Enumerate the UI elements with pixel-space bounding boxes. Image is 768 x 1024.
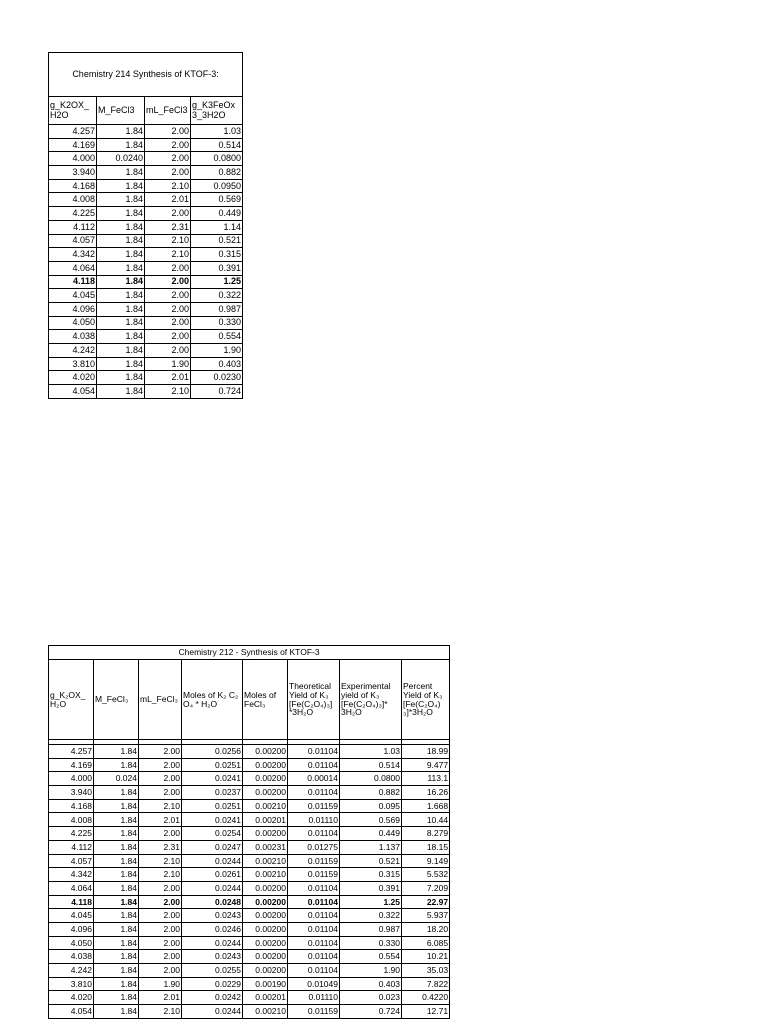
table-cell: 7.209: [402, 881, 450, 895]
table-cell: 0.01159: [288, 799, 340, 813]
table-cell: 0.00210: [243, 799, 288, 813]
table-cell: 0.0261: [182, 868, 243, 882]
table-cell: 0.521: [191, 234, 243, 248]
table-cell: 1.84: [94, 881, 139, 895]
table-cell: 0.095: [340, 799, 402, 813]
table-cell: 1.84: [94, 964, 139, 978]
table-cell: 0.00200: [243, 772, 288, 786]
table-cell: 0.514: [340, 758, 402, 772]
table-cell: 1.84: [97, 316, 145, 330]
table-cell: 0.00190: [243, 977, 288, 991]
table-row: [49, 344, 243, 358]
table-cell: 1.84: [97, 248, 145, 262]
table-cell: 0.724: [191, 385, 243, 399]
column-header: Moles of FeCl₃: [243, 660, 288, 740]
table-cell: 2.01: [145, 371, 191, 385]
table-row: [49, 152, 243, 166]
table-cell: 2.00: [145, 330, 191, 344]
table-cell: 7.822: [402, 977, 450, 991]
table-cell: 0.0251: [182, 758, 243, 772]
column-header: g_K2OX_ H2O: [49, 97, 97, 125]
table-cell: 1.84: [94, 991, 139, 1005]
table-cell: 5.532: [402, 868, 450, 882]
table-cell: 2.00: [145, 207, 191, 221]
table-cell: 2.01: [145, 193, 191, 207]
table-cell: 0.322: [340, 909, 402, 923]
table-cell: 2.00: [139, 922, 182, 936]
table-cell: 0.391: [340, 881, 402, 895]
table-row: [49, 799, 450, 813]
table-cell: 2.00: [139, 827, 182, 841]
table-cell: 0.391: [191, 261, 243, 275]
table-cell: 2.00: [145, 261, 191, 275]
table-cell: 1.84: [97, 344, 145, 358]
table-cell: 2.10: [145, 234, 191, 248]
table-cell: 0.00200: [243, 922, 288, 936]
table-cell: 2.00: [139, 909, 182, 923]
column-header: Theoretical Yield of K₃ [Fe(C₂O₄)₃] *3H₂O: [288, 660, 340, 740]
table-cell: 0.0800: [191, 152, 243, 166]
table-cell: 0.01104: [288, 936, 340, 950]
table-cell: 0.023: [340, 991, 402, 1005]
table-cell: 1.84: [94, 936, 139, 950]
table-cell: 1.84: [97, 220, 145, 234]
table-cell: 0.01159: [288, 854, 340, 868]
table-row: [49, 868, 450, 882]
table-cell: 2.00: [145, 344, 191, 358]
table-cell: 2.10: [145, 248, 191, 262]
table-cell: 2.00: [145, 302, 191, 316]
table-cell: 4.225: [49, 207, 97, 221]
table-cell: 2.10: [139, 1005, 182, 1019]
table-cell: 0.00200: [243, 936, 288, 950]
table-cell: 0.01104: [288, 758, 340, 772]
table-cell: 0.0246: [182, 922, 243, 936]
table-cell: 4.020: [49, 371, 97, 385]
table-cell: 0.00200: [243, 758, 288, 772]
table-cell: 0.00200: [243, 950, 288, 964]
table-cell: 0.01104: [288, 950, 340, 964]
table-cell: 1.03: [191, 125, 243, 139]
column-header: Percent Yield of K₃ [Fe(C₂O₄) ₃]*3H₂O: [402, 660, 450, 740]
table-cell: 0.0244: [182, 854, 243, 868]
table-cell: 4.000: [49, 772, 94, 786]
table-cell: 1.84: [94, 840, 139, 854]
table-cell: 0.01104: [288, 786, 340, 800]
table-cell: 0.01159: [288, 868, 340, 882]
table-cell: 4.045: [49, 909, 94, 923]
table-row: [49, 964, 450, 978]
table-cell: 22.97: [402, 895, 450, 909]
table-cell: 0.315: [340, 868, 402, 882]
table-row: [49, 772, 450, 786]
table-cell: 0.403: [191, 357, 243, 371]
table-cell: 1.90: [145, 357, 191, 371]
table-cell: 1.84: [94, 922, 139, 936]
table-cell: 0.0240: [97, 152, 145, 166]
table-cell: 1.84: [97, 357, 145, 371]
table-cell: 4.169: [49, 138, 97, 152]
table-cell: 3.940: [49, 166, 97, 180]
table-cell: 4.168: [49, 799, 94, 813]
table-row: [49, 922, 450, 936]
table-row: [49, 275, 243, 289]
table-cell: 12.71: [402, 1005, 450, 1019]
table-cell: 2.10: [145, 385, 191, 399]
table-row: [49, 357, 243, 371]
table-cell: 1.84: [94, 868, 139, 882]
table-cell: 1.84: [97, 385, 145, 399]
table-cell: 1.84: [97, 207, 145, 221]
table-cell: 0.0237: [182, 786, 243, 800]
table-cell: 4.054: [49, 385, 97, 399]
table-cell: 0.0229: [182, 977, 243, 991]
table-cell: 0.569: [191, 193, 243, 207]
table-title: Chemistry 212 - Synthesis of KTOF-3: [49, 646, 450, 660]
table-cell: 0.00201: [243, 991, 288, 1005]
table-cell: 1.84: [97, 125, 145, 139]
table-title: Chemistry 214 Synthesis of KTOF-3:: [49, 53, 243, 97]
table-cell: 16.26: [402, 786, 450, 800]
table-cell: 0.0244: [182, 881, 243, 895]
table-row: [49, 302, 243, 316]
table-cell: 0.01104: [288, 827, 340, 841]
table-cell: 0.449: [191, 207, 243, 221]
table-cell: 4.096: [49, 302, 97, 316]
table-cell: 0.882: [191, 166, 243, 180]
table-cell: 113.1: [402, 772, 450, 786]
table-row: [49, 950, 450, 964]
table-cell: 0.0256: [182, 745, 243, 759]
table-row: [49, 316, 243, 330]
table-cell: 4.242: [49, 344, 97, 358]
table-row: [49, 289, 243, 303]
table-cell: 18.15: [402, 840, 450, 854]
table-row: [49, 1005, 450, 1019]
table-cell: 1.84: [97, 138, 145, 152]
table-cell: 2.00: [139, 881, 182, 895]
table-cell: 8.279: [402, 827, 450, 841]
table-row: [49, 936, 450, 950]
table-cell: 0.403: [340, 977, 402, 991]
table-cell: 4.118: [49, 895, 94, 909]
table-cell: 3.810: [49, 357, 97, 371]
table-cell: 0.0255: [182, 964, 243, 978]
table-cell: 4.168: [49, 179, 97, 193]
table-cell: 0.0243: [182, 950, 243, 964]
table-row: [49, 193, 243, 207]
table-cell: 2.00: [139, 758, 182, 772]
table-cell: 0.00200: [243, 909, 288, 923]
table-cell: 1.84: [97, 193, 145, 207]
table-cell: 1.84: [97, 330, 145, 344]
table-cell: 4.054: [49, 1005, 94, 1019]
table-cell: 0.4220: [402, 991, 450, 1005]
table-cell: 1.90: [191, 344, 243, 358]
table-row: [49, 330, 243, 344]
table-row: [49, 138, 243, 152]
table-cell: 1.84: [94, 854, 139, 868]
table-cell: 4.057: [49, 234, 97, 248]
table-cell: 0.01110: [288, 991, 340, 1005]
table-cell: 0.521: [340, 854, 402, 868]
table-cell: 0.315: [191, 248, 243, 262]
table-row: [49, 827, 450, 841]
table-cell: 4.118: [49, 275, 97, 289]
table-row: [49, 813, 450, 827]
table-cell: 1.84: [94, 950, 139, 964]
table-cell: 0.0800: [340, 772, 402, 786]
table-cell: 0.01104: [288, 745, 340, 759]
column-header: g_K₂OX_ H₂O: [49, 660, 94, 740]
table-cell: 0.569: [340, 813, 402, 827]
table-cell: 3.810: [49, 977, 94, 991]
table-row: [49, 854, 450, 868]
table-cell: 1.25: [340, 895, 402, 909]
table-cell: 1.84: [97, 275, 145, 289]
table-cell: 1.84: [94, 909, 139, 923]
table-row: [49, 909, 450, 923]
table-cell: 4.342: [49, 248, 97, 262]
table-cell: 0.00210: [243, 868, 288, 882]
table-cell: 9.477: [402, 758, 450, 772]
table-cell: 1.84: [97, 302, 145, 316]
table-cell: 0.0248: [182, 895, 243, 909]
table-cell: 1.84: [94, 799, 139, 813]
table-cell: 18.99: [402, 745, 450, 759]
table-cell: 0.330: [340, 936, 402, 950]
table-row: [49, 371, 243, 385]
table-cell: 4.057: [49, 854, 94, 868]
synthesis-table-212: [48, 645, 450, 1019]
table-cell: 1.84: [94, 813, 139, 827]
table-row: [49, 125, 243, 139]
table-row: [49, 758, 450, 772]
table-cell: 0.01104: [288, 909, 340, 923]
table-cell: 1.90: [340, 964, 402, 978]
table-cell: 0.00210: [243, 1005, 288, 1019]
column-header: M_FeCl3: [97, 97, 145, 125]
table-cell: 0.0254: [182, 827, 243, 841]
table-cell: 1.84: [94, 786, 139, 800]
table-cell: 0.01104: [288, 964, 340, 978]
table-cell: 2.10: [139, 799, 182, 813]
table-cell: 5.937: [402, 909, 450, 923]
table-cell: 1.668: [402, 799, 450, 813]
table-cell: 0.724: [340, 1005, 402, 1019]
table-cell: 1.03: [340, 745, 402, 759]
table-cell: 0.0243: [182, 909, 243, 923]
table-cell: 4.064: [49, 881, 94, 895]
table-cell: 4.225: [49, 827, 94, 841]
table-cell: 4.020: [49, 991, 94, 1005]
table-cell: 2.00: [145, 138, 191, 152]
table-cell: 0.01159: [288, 1005, 340, 1019]
table-cell: 1.84: [97, 289, 145, 303]
table-cell: 0.322: [191, 289, 243, 303]
table-cell: 2.00: [145, 316, 191, 330]
synthesis-table-214: [48, 52, 243, 399]
table-cell: 2.10: [139, 868, 182, 882]
table-row: [49, 220, 243, 234]
table-cell: 0.00200: [243, 881, 288, 895]
table-cell: 4.112: [49, 220, 97, 234]
table-cell: 1.84: [94, 895, 139, 909]
table-cell: 4.169: [49, 758, 94, 772]
table-cell: 0.882: [340, 786, 402, 800]
table-cell: 0.0242: [182, 991, 243, 1005]
table-cell: 4.008: [49, 813, 94, 827]
table-cell: 2.00: [145, 289, 191, 303]
column-header: Experimental yield of K₃ [Fe(C₂O₄)₃]* 3H₂O: [340, 660, 402, 740]
table-cell: 1.137: [340, 840, 402, 854]
table-cell: 2.00: [145, 166, 191, 180]
table-cell: 4.038: [49, 950, 94, 964]
table-cell: 18.20: [402, 922, 450, 936]
table-cell: 1.84: [94, 758, 139, 772]
table-cell: 0.0230: [191, 371, 243, 385]
table-cell: 0.024: [94, 772, 139, 786]
table-cell: 1.84: [97, 234, 145, 248]
table-cell: 0.01275: [288, 840, 340, 854]
table-cell: 0.00200: [243, 895, 288, 909]
table-cell: 2.00: [139, 895, 182, 909]
table-cell: 4.000: [49, 152, 97, 166]
table-cell: 1.84: [97, 179, 145, 193]
table-cell: 0.00200: [243, 745, 288, 759]
table-cell: 1.90: [139, 977, 182, 991]
table-cell: 3.940: [49, 786, 94, 800]
table-row: [49, 786, 450, 800]
table-cell: 0.01104: [288, 895, 340, 909]
table-cell: 0.0247: [182, 840, 243, 854]
table-cell: 0.554: [191, 330, 243, 344]
table-cell: 4.242: [49, 964, 94, 978]
table-cell: 0.0241: [182, 772, 243, 786]
table-cell: 0.987: [340, 922, 402, 936]
table-cell: 1.84: [97, 371, 145, 385]
table-cell: 0.00200: [243, 786, 288, 800]
table-cell: 0.449: [340, 827, 402, 841]
table-cell: 10.44: [402, 813, 450, 827]
column-header: mL_FeCl₃: [139, 660, 182, 740]
table-row: [49, 166, 243, 180]
table-cell: 2.00: [139, 745, 182, 759]
table-cell: 4.342: [49, 868, 94, 882]
table-cell: 4.008: [49, 193, 97, 207]
table-cell: 0.987: [191, 302, 243, 316]
table-cell: 4.064: [49, 261, 97, 275]
table-cell: 4.257: [49, 745, 94, 759]
table-row: [49, 234, 243, 248]
table-cell: 1.84: [97, 166, 145, 180]
table-cell: 0.330: [191, 316, 243, 330]
table-cell: 2.00: [145, 125, 191, 139]
table-cell: 2.00: [139, 936, 182, 950]
table-row: [49, 895, 450, 909]
table-cell: 9.149: [402, 854, 450, 868]
table-cell: 0.00200: [243, 964, 288, 978]
table-cell: 0.00014: [288, 772, 340, 786]
table-cell: 0.00210: [243, 854, 288, 868]
table-cell: 4.096: [49, 922, 94, 936]
table-cell: 4.038: [49, 330, 97, 344]
table-cell: 1.84: [94, 827, 139, 841]
table-cell: 2.00: [139, 772, 182, 786]
column-header: g_K3FeOx 3_3H2O: [191, 97, 243, 125]
table-cell: 0.0244: [182, 1005, 243, 1019]
table-cell: 2.00: [139, 786, 182, 800]
table-cell: 4.257: [49, 125, 97, 139]
table-cell: 2.31: [145, 220, 191, 234]
column-header: Moles of K₂ C₂ O₄ * H₂O: [182, 660, 243, 740]
table-cell: 2.10: [145, 179, 191, 193]
table-cell: 0.0251: [182, 799, 243, 813]
table-cell: 4.112: [49, 840, 94, 854]
table-cell: 4.050: [49, 316, 97, 330]
table-cell: 6.085: [402, 936, 450, 950]
table-row: [49, 977, 450, 991]
table-cell: 35.03: [402, 964, 450, 978]
table-cell: 0.514: [191, 138, 243, 152]
table-cell: 0.0241: [182, 813, 243, 827]
table-cell: 2.01: [139, 991, 182, 1005]
table-cell: 2.00: [145, 152, 191, 166]
table-cell: 2.10: [139, 854, 182, 868]
column-header: mL_FeCl3: [145, 97, 191, 125]
table-cell: 2.00: [139, 964, 182, 978]
table-cell: 0.01104: [288, 922, 340, 936]
table-cell: 0.01110: [288, 813, 340, 827]
table-row: [49, 840, 450, 854]
table-cell: 10.21: [402, 950, 450, 964]
table-cell: 1.14: [191, 220, 243, 234]
column-header: M_FeCl₃: [94, 660, 139, 740]
table-cell: 0.01104: [288, 881, 340, 895]
table-cell: 1.84: [97, 261, 145, 275]
table-cell: 1.84: [94, 745, 139, 759]
table-cell: 2.01: [139, 813, 182, 827]
table-cell: 0.554: [340, 950, 402, 964]
table-cell: 2.00: [145, 275, 191, 289]
table-cell: 1.84: [94, 1005, 139, 1019]
table-row: [49, 881, 450, 895]
table-cell: 4.045: [49, 289, 97, 303]
table-cell: 2.31: [139, 840, 182, 854]
table-row: [49, 261, 243, 275]
table-row: [49, 248, 243, 262]
table-cell: 0.00231: [243, 840, 288, 854]
table-cell: 4.050: [49, 936, 94, 950]
table-cell: 0.00201: [243, 813, 288, 827]
table-row: [49, 991, 450, 1005]
table-cell: 2.00: [139, 950, 182, 964]
table-cell: 1.84: [94, 977, 139, 991]
table-cell: 0.0244: [182, 936, 243, 950]
table-row: [49, 385, 243, 399]
table-row: [49, 745, 450, 759]
table-row: [49, 207, 243, 221]
table-cell: 0.01049: [288, 977, 340, 991]
table-cell: 1.25: [191, 275, 243, 289]
table-row: [49, 179, 243, 193]
table-cell: 0.0950: [191, 179, 243, 193]
table-cell: 0.00200: [243, 827, 288, 841]
